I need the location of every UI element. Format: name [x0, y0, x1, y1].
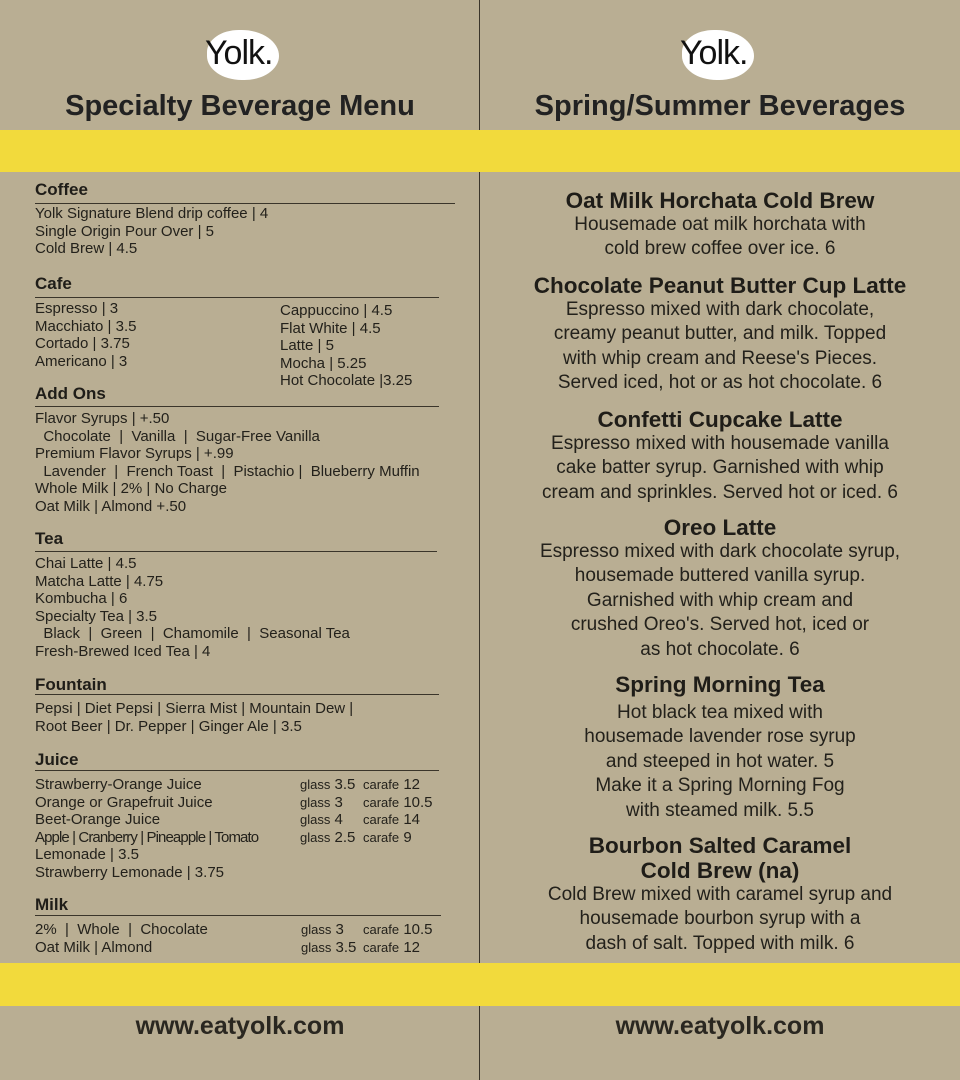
beverage-desc-line: housemade bourbon syrup with a	[579, 908, 861, 930]
beverage-desc-line: Espresso mixed with dark chocolate syrup,	[539, 541, 901, 562]
menu-item: Black | Green | Chamomile | Seasonal Tea	[35, 625, 350, 642]
beverage-desc-line: and steeped in hot water. 5	[605, 750, 835, 772]
menu-item: Cold Brew | 4.5	[35, 240, 138, 257]
menu-item: Oat Milk | Almond +.50	[35, 497, 187, 515]
section-rule	[35, 297, 439, 298]
menu-item: Flat White | 4.5	[280, 319, 381, 337]
menu-item: Lavender | French Toast | Pistachio | Blueberry Muffin	[35, 462, 420, 480]
section-rule	[35, 203, 455, 204]
beverage-peanut-butter-latte	[480, 273, 960, 396]
yolk-logo-left	[203, 26, 303, 82]
beverage-desc-line: Cold Brew mixed with caramel syrup and	[547, 884, 893, 905]
juice-glass-price: glass 3.5	[300, 776, 356, 793]
milk-name: 2% | Whole | Chocolate	[35, 921, 208, 938]
juice-carafe-price: carafe 12	[363, 776, 420, 793]
juice-carafe-price: carafe 14	[363, 811, 420, 828]
milk-name: Oat Milk | Almond	[35, 938, 153, 956]
beverage-desc-line: crushed Oreo's. Served hot, iced or	[570, 614, 870, 636]
juice-name: Beet-Orange Juice	[35, 811, 161, 828]
menu-item: Single Origin Pour Over | 5	[35, 222, 214, 240]
menu-item: Espresso | 3	[35, 300, 119, 317]
juice-name: Orange or Grapefruit Juice	[35, 793, 213, 811]
menu-item: Kombucha | 6	[35, 590, 128, 607]
beverage-desc-line: Served iced, hot or as hot chocolate. 6	[557, 372, 883, 394]
section-heading-cafe: Cafe	[35, 274, 72, 293]
beverage-desc-line: dash of salt. Topped with milk. 6	[585, 932, 855, 954]
menu-item: Pepsi | Diet Pepsi | Sierra Mist | Mountain Dew |	[35, 700, 354, 717]
section-heading-juice: Juice	[35, 750, 79, 769]
milk-glass-price: glass 3.5	[301, 938, 357, 956]
section-rule	[35, 551, 437, 552]
juice-carafe-price: carafe 10.5	[363, 793, 433, 811]
beverage-desc-line: Garnished with whip cream and	[586, 589, 854, 611]
menu-item: Mocha | 5.25	[280, 354, 367, 372]
yolk-logo-right	[678, 26, 778, 82]
milk-carafe-price: carafe 10.5	[363, 921, 433, 938]
menu-item: Chocolate | Vanilla | Sugar-Free Vanilla	[35, 427, 320, 445]
beverage-name: Confetti Cupcake Latte	[597, 407, 843, 432]
beverage-name: Oreo Latte	[663, 515, 777, 540]
menu-item: Premium Flavor Syrups | +.99	[35, 445, 234, 462]
beverage-desc-line: housemade lavender rose syrup	[584, 726, 856, 748]
beverage-desc-line: Housemade oat milk horchata with	[574, 214, 866, 235]
menu-item: Whole Milk | 2% | No Charge	[35, 480, 228, 497]
menu-item: Fresh-Brewed Iced Tea | 4	[35, 642, 211, 660]
beverage-name: Chocolate Peanut Butter Cup Latte	[533, 273, 907, 298]
beverage-desc-line: cake batter syrup. Garnished with whip	[556, 457, 884, 479]
menu-item: Flavor Syrups | +.50	[35, 410, 170, 427]
menu-item: Matcha Latte | 4.75	[35, 572, 164, 590]
beverage-name: Bourbon Salted Caramel	[588, 833, 852, 858]
juice-glass-price: glass 4	[300, 811, 343, 828]
beverage-desc-line: with steamed milk. 5.5	[626, 799, 814, 821]
beverage-name: Cold Brew (na)	[640, 858, 800, 883]
section-heading-addons: Add Ons	[35, 384, 106, 403]
menu-item: Hot Chocolate |3.25	[280, 372, 413, 389]
menu-item: Strawberry Lemonade | 3.75	[35, 863, 225, 881]
menu-item: Yolk Signature Blend drip coffee | 4	[35, 205, 269, 222]
section-rule	[35, 915, 441, 916]
left-footer-url: www.eatyolk.com	[135, 1012, 345, 1040]
menu-item: Americano | 3	[35, 352, 128, 370]
beverage-bourbon-caramel-cold-brew	[480, 833, 960, 956]
logo-wordmark: Yolk.	[680, 34, 748, 72]
left-page-title: Specialty Beverage Menu	[65, 90, 415, 122]
beverage-desc-line: with whip cream and Reese's Pieces.	[562, 347, 878, 369]
yellow-band-top	[0, 130, 960, 172]
section-rule	[35, 406, 439, 407]
beverage-desc-line: as hot chocolate. 6	[640, 638, 800, 660]
menu-item: Macchiato | 3.5	[35, 317, 137, 335]
right-page-title: Spring/Summer Beverages	[534, 90, 906, 122]
menu-item: Lemonade | 3.5	[35, 846, 139, 863]
beverage-desc-line: cream and sprinkles. Served hot or iced. 6	[542, 481, 898, 503]
yellow-band-bottom	[0, 963, 960, 1006]
menu-item: Cortado | 3.75	[35, 335, 130, 352]
logo-wordmark: Yolk.	[205, 34, 273, 72]
beverage-desc-line: housemade buttered vanilla syrup.	[574, 565, 866, 587]
section-rule	[35, 694, 439, 695]
beverage-name: Spring Morning Tea	[615, 672, 825, 697]
beverage-desc-line: cold brew coffee over ice. 6	[604, 238, 836, 260]
menu-item: Specialty Tea | 3.5	[35, 607, 158, 625]
section-rule	[35, 770, 439, 771]
right-footer-url: www.eatyolk.com	[615, 1012, 825, 1040]
juice-name: Strawberry-Orange Juice	[35, 776, 202, 793]
menu-item: Chai Latte | 4.5	[35, 555, 137, 572]
beverage-oreo-latte	[480, 515, 960, 662]
juice-carafe-price: carafe 9	[363, 828, 412, 846]
juice-glass-price: glass 3	[300, 793, 343, 811]
menu-item: Latte | 5	[280, 337, 334, 354]
beverage-spring-morning-tea	[480, 672, 960, 823]
milk-carafe-price: carafe 12	[363, 938, 420, 956]
section-heading-fountain: Fountain	[35, 675, 107, 694]
section-heading-coffee: Coffee	[35, 180, 88, 199]
juice-glass-price: glass 2.5	[300, 828, 356, 846]
beverage-desc-line: Hot black tea mixed with	[617, 702, 823, 723]
beverage-desc-line: creamy peanut butter, and milk. Topped	[553, 323, 887, 345]
beverage-desc-line: Espresso mixed with dark chocolate,	[565, 299, 875, 320]
beverage-name: Oat Milk Horchata Cold Brew	[565, 188, 875, 213]
section-heading-tea: Tea	[35, 529, 64, 548]
section-heading-milk: Milk	[35, 895, 69, 914]
menu-item: Root Beer | Dr. Pepper | Ginger Ale | 3.5	[35, 717, 302, 735]
beverage-confetti-latte	[480, 407, 960, 505]
menu-item: Cappuccino | 4.5	[280, 302, 393, 319]
milk-glass-price: glass 3	[301, 921, 344, 938]
beverage-desc-line: Espresso mixed with housemade vanilla	[551, 433, 889, 454]
beverage-desc-line: Make it a Spring Morning Fog	[595, 775, 845, 797]
beverage-horchata	[480, 188, 960, 262]
juice-name: Apple | Cranberry | Pineapple | Tomato	[35, 828, 259, 846]
